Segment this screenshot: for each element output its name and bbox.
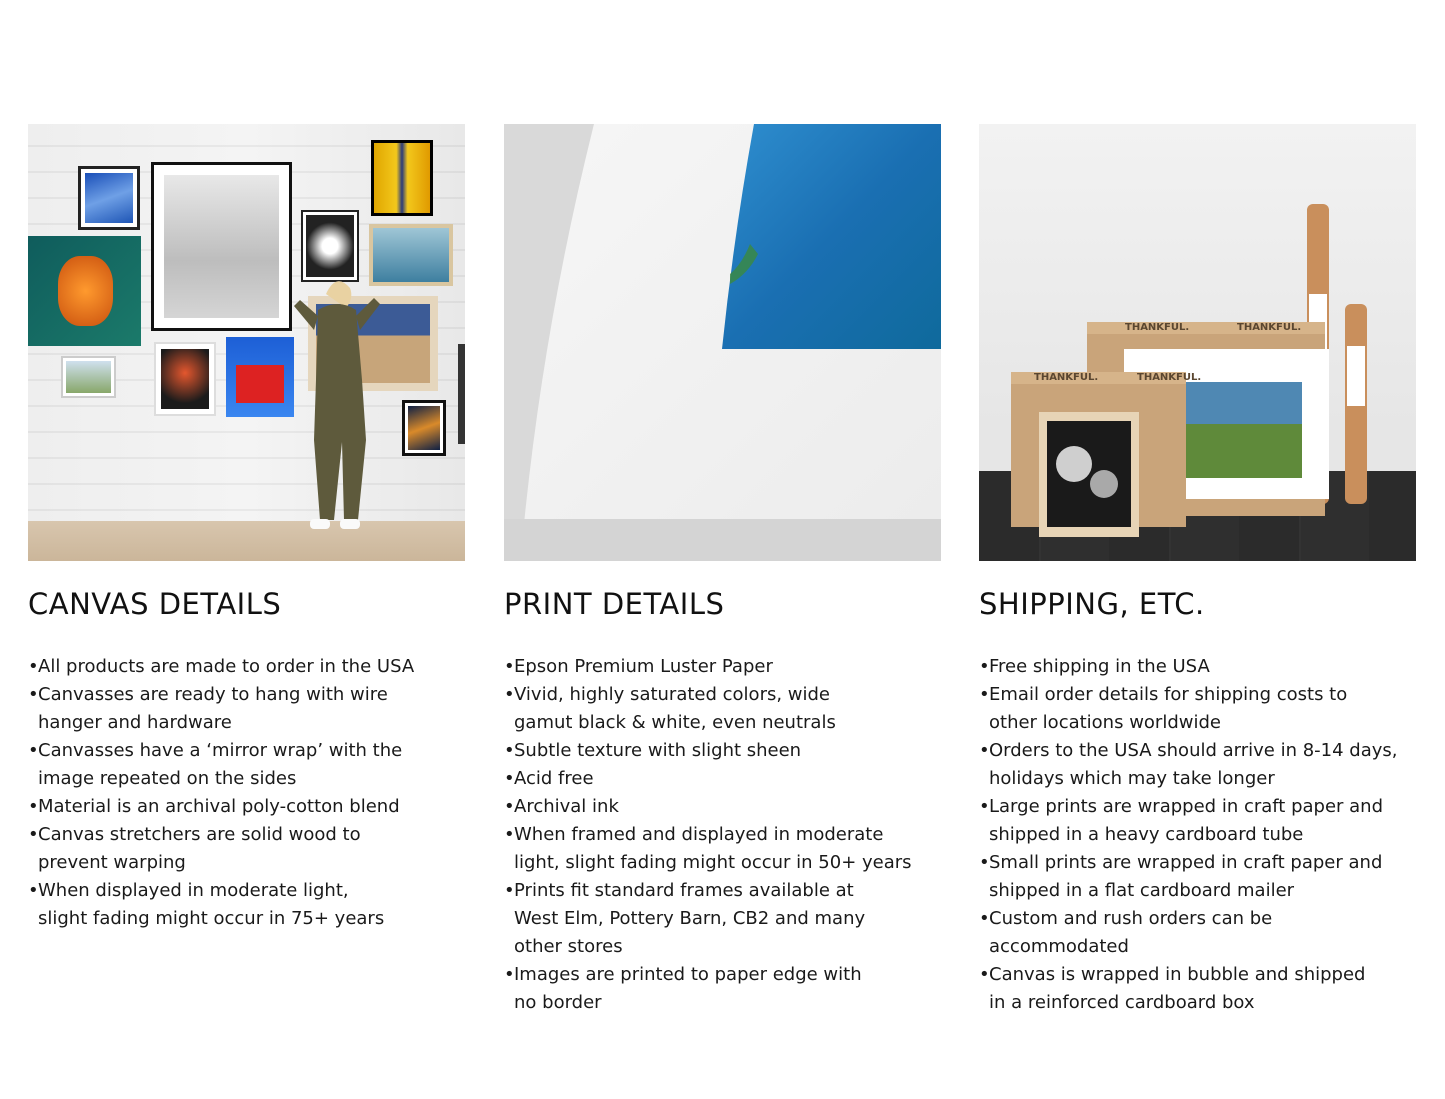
shipping-column [979,124,1417,1017]
bullet-text: West Elm, Pottery Barn, CB2 and many [514,908,866,929]
bullet-dot: • [979,964,990,985]
bullet-item [979,905,1429,961]
bullet-text: prevent warping [38,852,186,873]
bullet-item [979,737,1429,793]
bullet-text: All products are made to order in the USA [38,656,415,677]
bullet-dot: • [504,656,515,677]
column-heading: SHIPPING, ETC. [979,587,1205,621]
bullet-item [979,793,1429,849]
gallery-wall-photo [28,124,465,561]
bullet-text: holidays which may take longer [989,768,1275,789]
bullet-dot: • [504,796,515,817]
bullet-item [979,681,1429,737]
bullet-text: When displayed in moderate light, [38,880,349,901]
bullet-item [979,849,1429,905]
bullet-text: image repeated on the sides [38,768,297,789]
bullet-dot: • [28,880,39,901]
bullet-item [28,653,478,681]
bullet-dot: • [979,852,990,873]
bullet-item [504,653,954,681]
bullet-dot: • [979,656,990,677]
column-heading: CANVAS DETAILS [28,587,282,621]
bullet-text: Epson Premium Luster Paper [514,656,773,677]
bullet-dot: • [979,796,990,817]
bullet-text: Orders to the USA should arrive in 8-14 days, [989,740,1398,761]
bullet-dot: • [28,740,39,761]
bullet-text: shipped in a heavy cardboard tube [989,824,1304,845]
bullet-item [504,821,954,877]
bullet-dot: • [979,684,990,705]
bullet-item [28,681,478,737]
bullet-item [28,821,478,877]
bullet-dot: • [979,740,990,761]
bullet-dot: • [504,880,515,901]
bullet-text: gamut black & white, even neutrals [514,712,836,733]
bullet-text: Canvasses are ready to hang with wire [38,684,388,705]
shipping-boxes-photo [979,124,1416,561]
bullet-text: other locations worldwide [989,712,1221,733]
bullet-text: accommodated [989,936,1129,957]
bullet-list [979,653,1417,1017]
bullet-text: Vivid, highly saturated colors, wide [514,684,831,705]
bullet-dot: • [504,768,515,789]
bullet-dot: • [979,908,990,929]
bullet-dot: • [504,964,515,985]
bullet-dot: • [504,740,515,761]
bullet-dot: • [28,796,39,817]
bullet-text: in a reinforced cardboard box [989,992,1255,1013]
box-brand-label: THANKFUL. [1237,322,1302,333]
bullet-list [28,653,466,933]
print-details-column [504,124,942,1017]
bullet-text: Material is an archival poly-cotton blend [38,796,400,817]
bullet-text: slight fading might occur in 75+ years [38,908,385,929]
bullet-text: Large prints are wrapped in craft paper and [989,796,1384,817]
bullet-text: Acid free [514,768,594,789]
bullet-dot: • [28,656,39,677]
bullet-text: Custom and rush orders can be [989,908,1273,929]
bullet-text: Email order details for shipping costs to [989,684,1348,705]
bullet-text: shipped in a flat cardboard mailer [989,880,1295,901]
bullet-item [979,653,1429,681]
bullet-dot: • [28,684,39,705]
bullet-text: Subtle texture with slight sheen [514,740,802,761]
bullet-dot: • [504,684,515,705]
bullet-dot: • [504,824,515,845]
bullet-text: Free shipping in the USA [989,656,1210,677]
bullet-item [28,737,478,793]
bullet-text: hanger and hardware [38,712,232,733]
bullet-item [28,877,478,933]
bullet-item [504,961,954,1017]
bullet-list [504,653,942,1017]
bullet-text: Prints fit standard frames available at [514,880,854,901]
bullet-text: Canvasses have a ‘mirror wrap’ with the [38,740,403,761]
bullet-text: Canvas is wrapped in bubble and shipped [989,964,1366,985]
bullet-item [504,765,954,793]
bullet-dot: • [28,824,39,845]
bullet-text: no border [514,992,602,1013]
bullet-item [504,681,954,737]
bullet-text: Archival ink [514,796,619,817]
bullet-text: light, slight fading might occur in 50+ years [514,852,912,873]
person-figure [278,264,398,539]
canvas-details-column [28,124,466,933]
bullet-text: other stores [514,936,623,957]
bullet-text: Small prints are wrapped in craft paper and [989,852,1383,873]
bullet-item [504,737,954,765]
box-brand-label: THANKFUL. [1137,372,1202,383]
bullet-text: When framed and displayed in moderate [514,824,884,845]
bullet-item [504,793,954,821]
bullet-item [979,961,1429,1017]
box-brand-label: THANKFUL. [1125,322,1190,333]
bullet-text: Canvas stretchers are solid wood to [38,824,361,845]
bullet-item [28,793,478,821]
bullet-item [504,877,954,961]
bullet-text: Images are printed to paper edge with [514,964,862,985]
box-brand-label: THANKFUL. [1034,372,1099,383]
column-heading: PRINT DETAILS [504,587,725,621]
paper-closeup-photo [504,124,941,561]
